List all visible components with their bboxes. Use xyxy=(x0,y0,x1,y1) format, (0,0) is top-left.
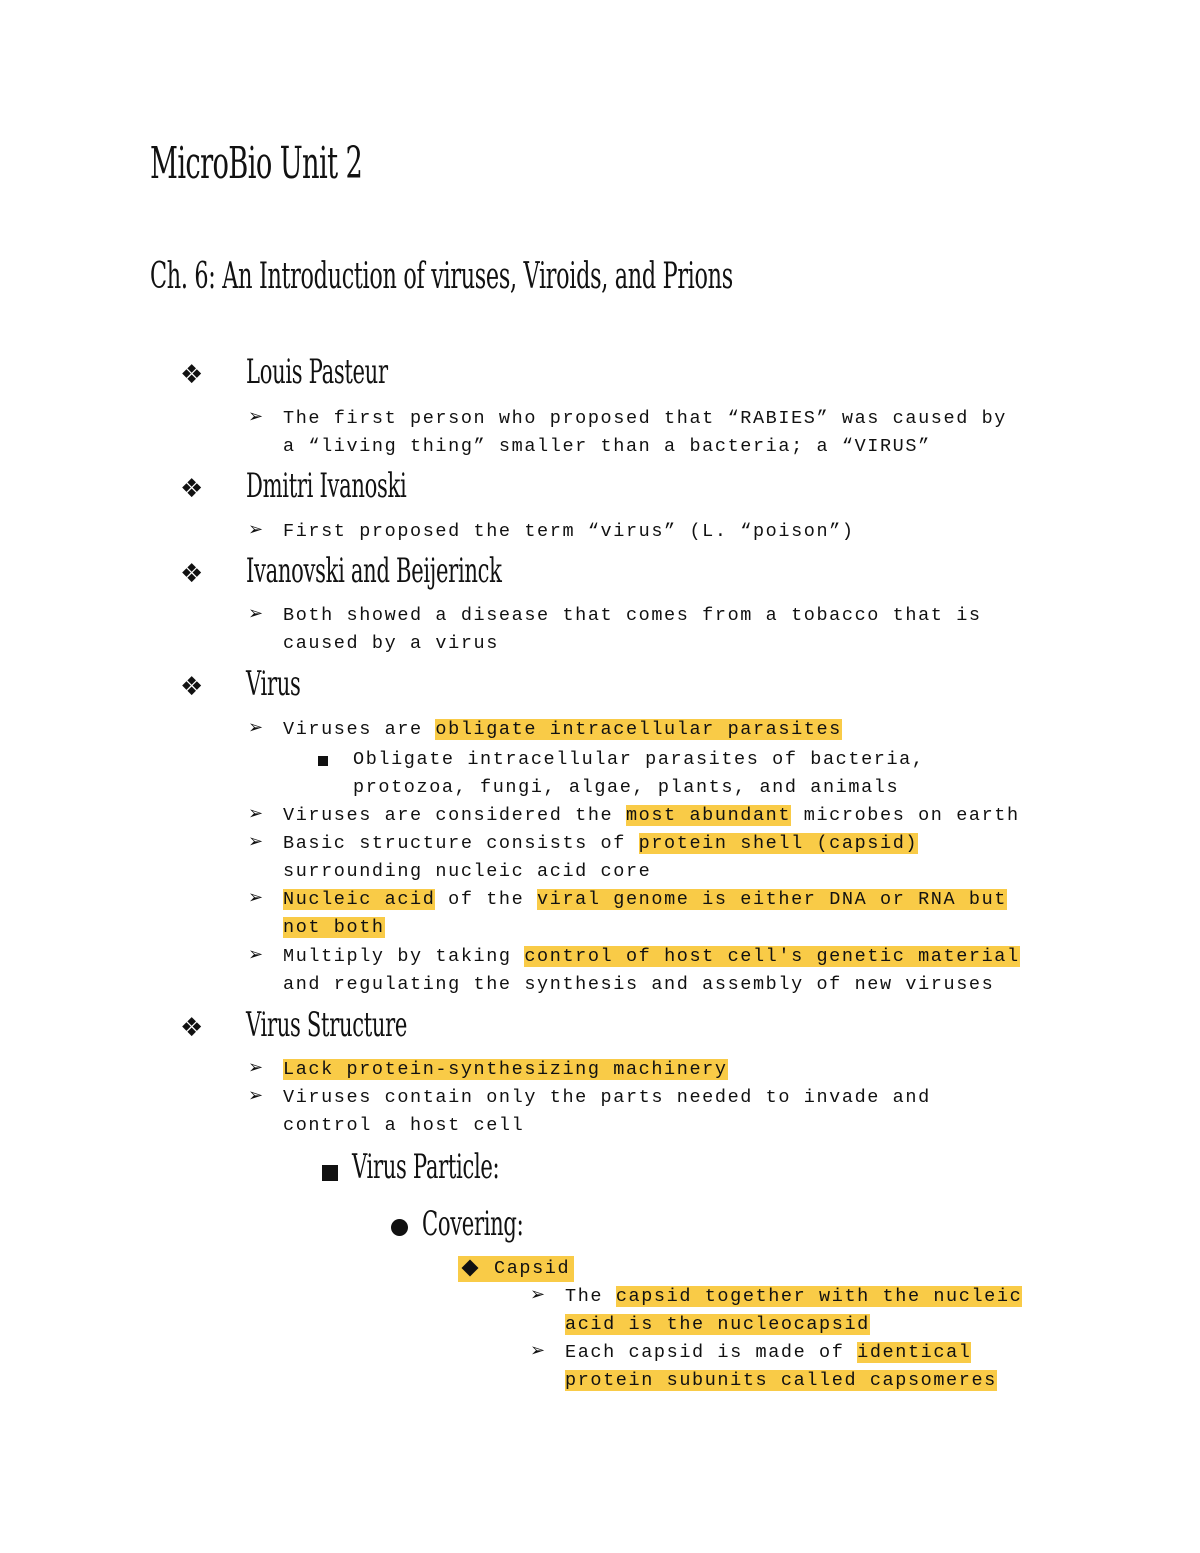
section-heading-ivanovski-beijerinck: Ivanovski and Beijerinck xyxy=(246,551,502,591)
capsid-label: Capsid xyxy=(494,1258,571,1279)
section-heading-dmitri-ivanoski: Dmitri Ivanoski xyxy=(246,466,407,506)
list-item-continuation: caused by a virus xyxy=(283,633,499,654)
four-diamond-icon: ❖ xyxy=(180,1013,204,1043)
highlight: capsid together with the nucleic xyxy=(615,1286,1023,1307)
list-item-continuation: a “living thing” smaller than a bacteria; a “VIRUS” xyxy=(283,436,931,457)
four-diamond-icon: ❖ xyxy=(180,474,204,504)
four-diamond-icon: ❖ xyxy=(180,672,204,702)
circle-icon xyxy=(391,1219,408,1236)
arrowhead-icon: ➢ xyxy=(248,406,264,427)
square-icon xyxy=(318,756,328,766)
list-item: Both showed a disease that comes from a tobacco that is xyxy=(283,605,982,626)
highlight: Lack protein-synthesizing machinery xyxy=(283,1059,728,1080)
arrowhead-icon: ➢ xyxy=(248,831,264,852)
list-item xyxy=(283,1056,728,1084)
list-item: Basic structure consists of protein shell (capsid) xyxy=(283,833,919,854)
section-heading-louis-pasteur: Louis Pasteur xyxy=(246,352,388,392)
highlight: Nucleic acid xyxy=(283,889,436,910)
list-item-continuation xyxy=(565,1311,870,1339)
list-item: Nucleic acid of the viral genome is either DNA or RNA but xyxy=(283,889,1008,910)
list-item: Viruses are obligate intracellular parasites xyxy=(283,719,842,740)
list-item: Multiply by taking control of host cell's genetic material xyxy=(283,946,1020,967)
section-heading-virus-structure: Virus Structure xyxy=(246,1005,408,1045)
list-item-continuation: and regulating the synthesis and assembly of new viruses xyxy=(283,974,995,995)
section-heading-virus: Virus xyxy=(246,664,301,704)
highlight: not both xyxy=(283,917,385,938)
arrowhead-icon: ➢ xyxy=(248,603,264,624)
highlight: obligate intracellular parasites xyxy=(435,719,842,740)
chapter-heading: Ch. 6: An Introduction of viruses, Viroids, and Prions xyxy=(150,256,733,297)
list-item: Each capsid is made of identical xyxy=(565,1342,972,1363)
list-item: Viruses are considered the most abundant microbes on earth xyxy=(283,805,1020,826)
sub-list-item-continuation: protozoa, fungi, algae, plants, and animals xyxy=(353,777,900,798)
document-title: MicroBio Unit 2 xyxy=(150,138,363,189)
subheading-virus-particle: Virus Particle: xyxy=(352,1147,500,1187)
list-item-continuation: surrounding nucleic acid core xyxy=(283,861,652,882)
arrowhead-icon: ➢ xyxy=(530,1284,546,1305)
arrowhead-icon: ➢ xyxy=(248,717,264,738)
four-diamond-icon: ❖ xyxy=(180,559,204,589)
arrowhead-icon: ➢ xyxy=(248,887,264,908)
highlight: protein subunits called capsomeres xyxy=(565,1370,997,1391)
list-item-continuation xyxy=(565,1367,997,1395)
square-icon xyxy=(322,1165,338,1181)
arrowhead-icon: ➢ xyxy=(530,1340,546,1361)
list-item: The first person who proposed that “RABIES” was caused by xyxy=(283,408,1008,429)
list-item-continuation xyxy=(283,914,385,942)
arrowhead-icon: ➢ xyxy=(248,944,264,965)
highlight: acid is the nucleocapsid xyxy=(565,1314,870,1335)
highlight: control of host cell's genetic material xyxy=(524,946,1020,967)
list-item: First proposed the term “virus” (L. “poison”) xyxy=(283,521,855,542)
four-diamond-icon: ❖ xyxy=(180,360,204,390)
highlight: viral genome is either DNA or RNA but xyxy=(537,889,1008,910)
list-item: The capsid together with the nucleic xyxy=(565,1286,1023,1307)
arrowhead-icon: ➢ xyxy=(248,803,264,824)
highlight: identical xyxy=(857,1342,972,1363)
highlight: protein shell (capsid) xyxy=(638,833,919,854)
list-item: Viruses contain only the parts needed to invade and xyxy=(283,1087,931,1108)
arrowhead-icon: ➢ xyxy=(248,1057,264,1078)
arrowhead-icon: ➢ xyxy=(248,1085,264,1106)
list-item-continuation: control a host cell xyxy=(283,1115,525,1136)
arrowhead-icon: ➢ xyxy=(248,519,264,540)
subheading-covering: Covering: xyxy=(422,1204,524,1244)
highlight: most abundant xyxy=(625,805,792,826)
sub-list-item: Obligate intracellular parasites of bacteria, xyxy=(353,749,925,770)
